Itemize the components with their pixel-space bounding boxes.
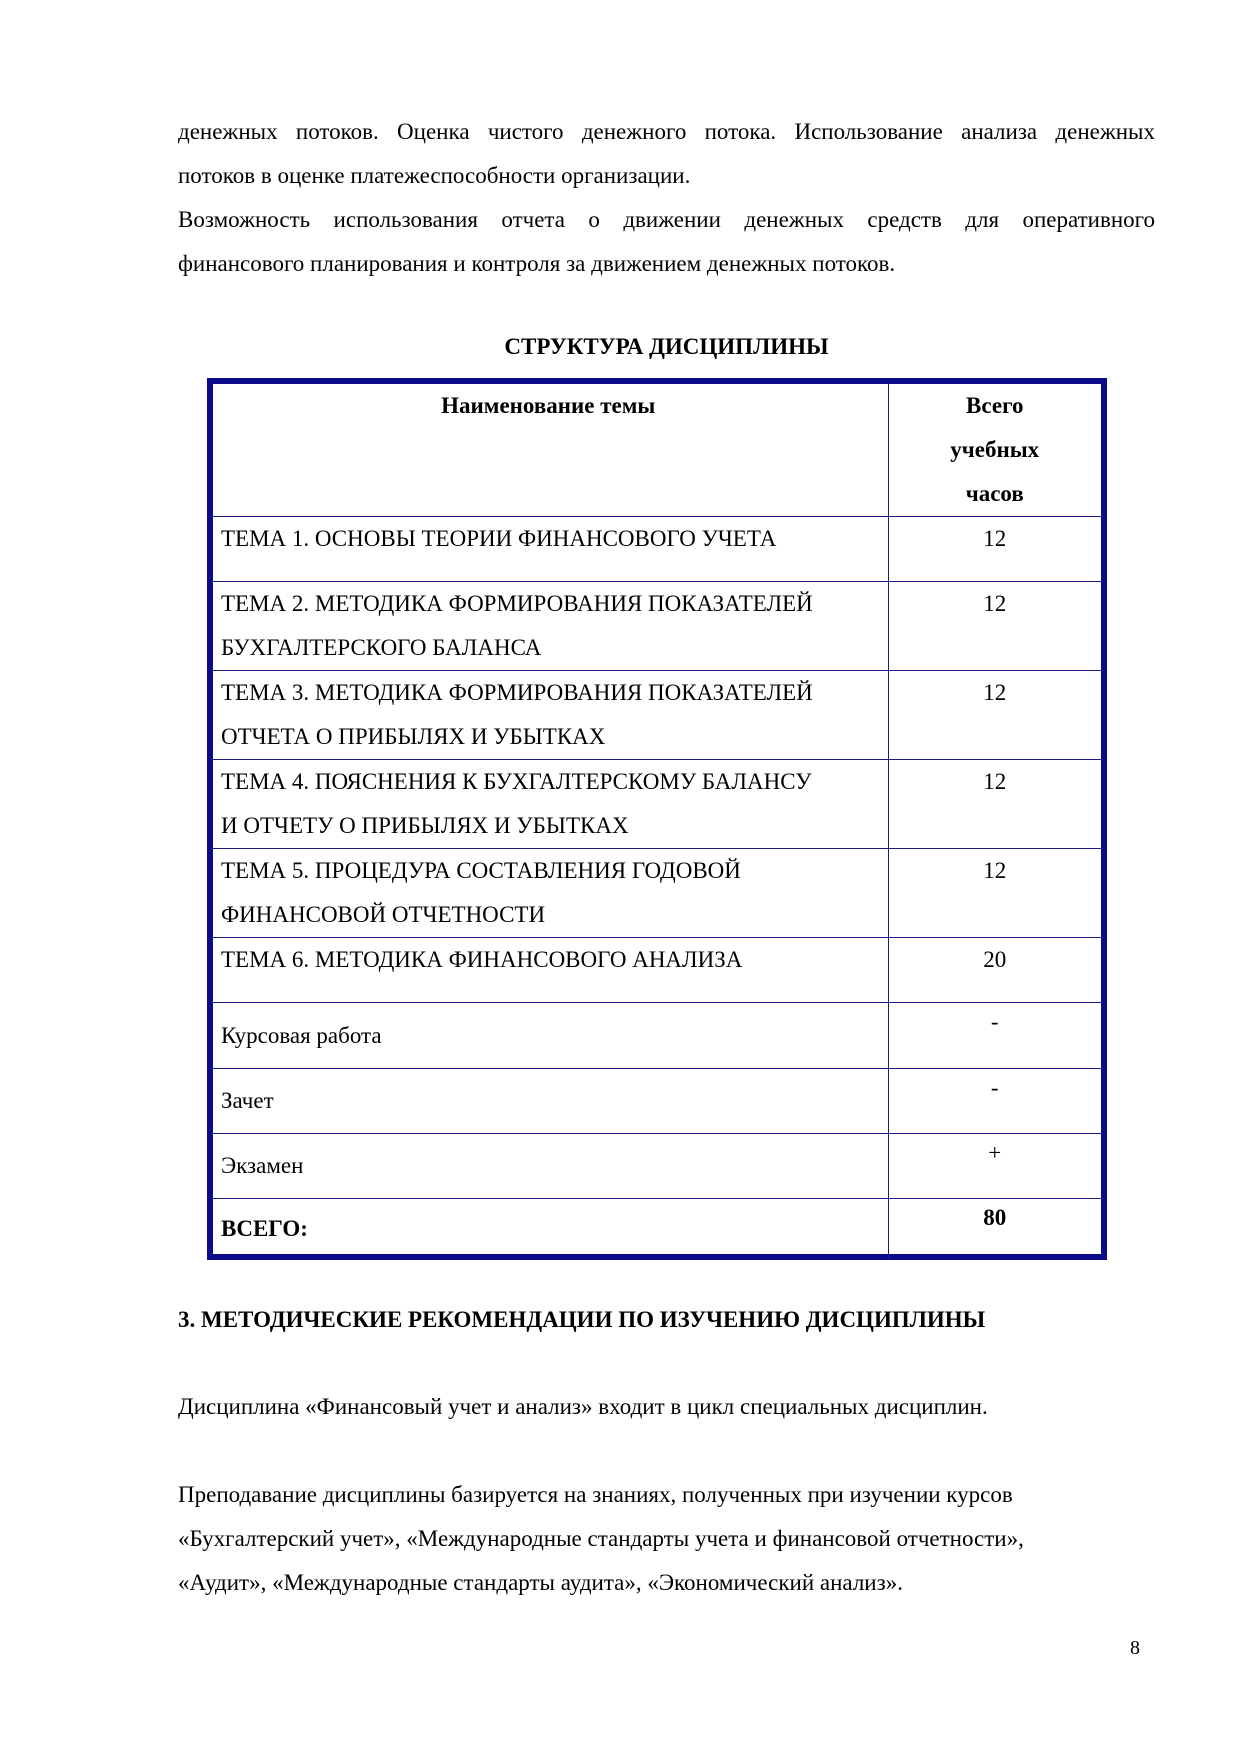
header-hours-line: учебных bbox=[950, 437, 1040, 462]
hours-value: - bbox=[990, 1009, 999, 1034]
table-title: СТРУКТУРА ДИСЦИПЛИНЫ bbox=[504, 334, 829, 359]
paragraph-line: «Бухгалтерский учет», «Международные стандарты учета и финансовой отчетности», bbox=[178, 1526, 1024, 1551]
topic-line: ТЕМА 6. МЕТОДИКА ФИНАНСОВОГО АНАЛИЗА bbox=[221, 947, 743, 972]
page-number: 8 bbox=[1130, 1637, 1140, 1659]
section-heading: 3. МЕТОДИЧЕСКИЕ РЕКОМЕНДАЦИИ ПО ИЗУЧЕНИЮ ДИСЦИПЛИНЫ bbox=[178, 1307, 986, 1332]
header-topic: Наименование темы bbox=[213, 384, 888, 517]
table-row bbox=[213, 938, 1101, 1003]
topic-line: ТЕМА 2. МЕТОДИКА ФОРМИРОВАНИЯ ПОКАЗАТЕЛЕЙ bbox=[221, 591, 813, 616]
topic-line: ФИНАНСОВОЙ ОТЧЕТНОСТИ bbox=[221, 902, 546, 927]
table-header-row bbox=[213, 384, 1101, 517]
intro-line: потоков в оценке платежеспособности организации. bbox=[178, 163, 691, 188]
header-hours-line: часов bbox=[965, 481, 1024, 506]
topic-line: ТЕМА 1. ОСНОВЫ ТЕОРИИ ФИНАНСОВОГО УЧЕТА bbox=[221, 526, 777, 551]
topic-cell bbox=[213, 582, 888, 671]
table-row bbox=[213, 1003, 1101, 1069]
section-paragraph bbox=[178, 1473, 1155, 1605]
topic-cell: Курсовая работа bbox=[213, 1003, 888, 1069]
hours-value: - bbox=[990, 1075, 999, 1100]
topic-cell bbox=[213, 760, 888, 849]
hours-cell: 12 bbox=[888, 849, 1101, 938]
total-label: ВСЕГО: bbox=[213, 1199, 888, 1260]
topic-cell bbox=[213, 938, 888, 1003]
hours-cell bbox=[888, 1069, 1101, 1134]
hours-cell: 12 bbox=[888, 517, 1101, 582]
hours-value: + bbox=[988, 1140, 1002, 1165]
topic-cell bbox=[213, 849, 888, 938]
paragraph-line: Преподавание дисциплины базируется на знаниях, полученных при изучении курсов bbox=[178, 1482, 1013, 1507]
topic-line: БУХГАЛТЕРСКОГО БАЛАНСА bbox=[221, 635, 542, 660]
hours-cell bbox=[888, 1134, 1101, 1199]
topic-line: ТЕМА 4. ПОЯСНЕНИЯ К БУХГАЛТЕРСКОМУ БАЛАНСУ bbox=[221, 769, 812, 794]
header-hours-line: Всего bbox=[966, 393, 1024, 418]
table-row bbox=[213, 517, 1101, 582]
hours-cell: 20 bbox=[888, 938, 1101, 1003]
topic-cell: Зачет bbox=[213, 1069, 888, 1134]
hours-cell: 12 bbox=[888, 582, 1101, 671]
topic-cell: Экзамен bbox=[213, 1134, 888, 1199]
topic-line: ТЕМА 3. МЕТОДИКА ФОРМИРОВАНИЯ ПОКАЗАТЕЛЕЙ bbox=[221, 680, 813, 705]
intro-line: Возможность использования отчета о движении денежных средств для оперативного bbox=[178, 207, 1155, 232]
intro-line: финансового планирования и контроля за движением денежных потоков. bbox=[178, 251, 896, 276]
section-paragraph: Дисциплина «Финансовый учет и анализ» входит в цикл специальных дисциплин. bbox=[178, 1394, 988, 1419]
table-row bbox=[213, 760, 1101, 849]
topic-line: ОТЧЕТА О ПРИБЫЛЯХ И УБЫТКАХ bbox=[221, 724, 606, 749]
total-hours: 80 bbox=[983, 1205, 1007, 1230]
table-row bbox=[213, 849, 1101, 938]
table-row bbox=[213, 671, 1101, 760]
total-hours-cell bbox=[888, 1199, 1101, 1260]
topic-cell bbox=[213, 671, 888, 760]
hours-cell bbox=[888, 1003, 1101, 1069]
intro-text bbox=[178, 110, 1155, 286]
intro-line: денежных потоков. Оценка чистого денежного потока. Использование анализа денежных bbox=[178, 119, 1155, 144]
topic-line: И ОТЧЕТУ О ПРИБЫЛЯХ И УБЫТКАХ bbox=[221, 813, 629, 838]
header-hours bbox=[888, 384, 1101, 517]
table-row bbox=[213, 1069, 1101, 1134]
paragraph-line: «Аудит», «Международные стандарты аудита», «Экономический анализ». bbox=[178, 1570, 903, 1595]
hours-cell: 12 bbox=[888, 671, 1101, 760]
table-row bbox=[213, 1134, 1101, 1199]
table-row bbox=[213, 582, 1101, 671]
topic-line: ТЕМА 5. ПРОЦЕДУРА СОСТАВЛЕНИЯ ГОДОВОЙ bbox=[221, 858, 741, 883]
table-total-row bbox=[213, 1199, 1101, 1260]
hours-cell: 12 bbox=[888, 760, 1101, 849]
topic-cell bbox=[213, 517, 888, 582]
structure-table bbox=[207, 378, 1107, 1260]
